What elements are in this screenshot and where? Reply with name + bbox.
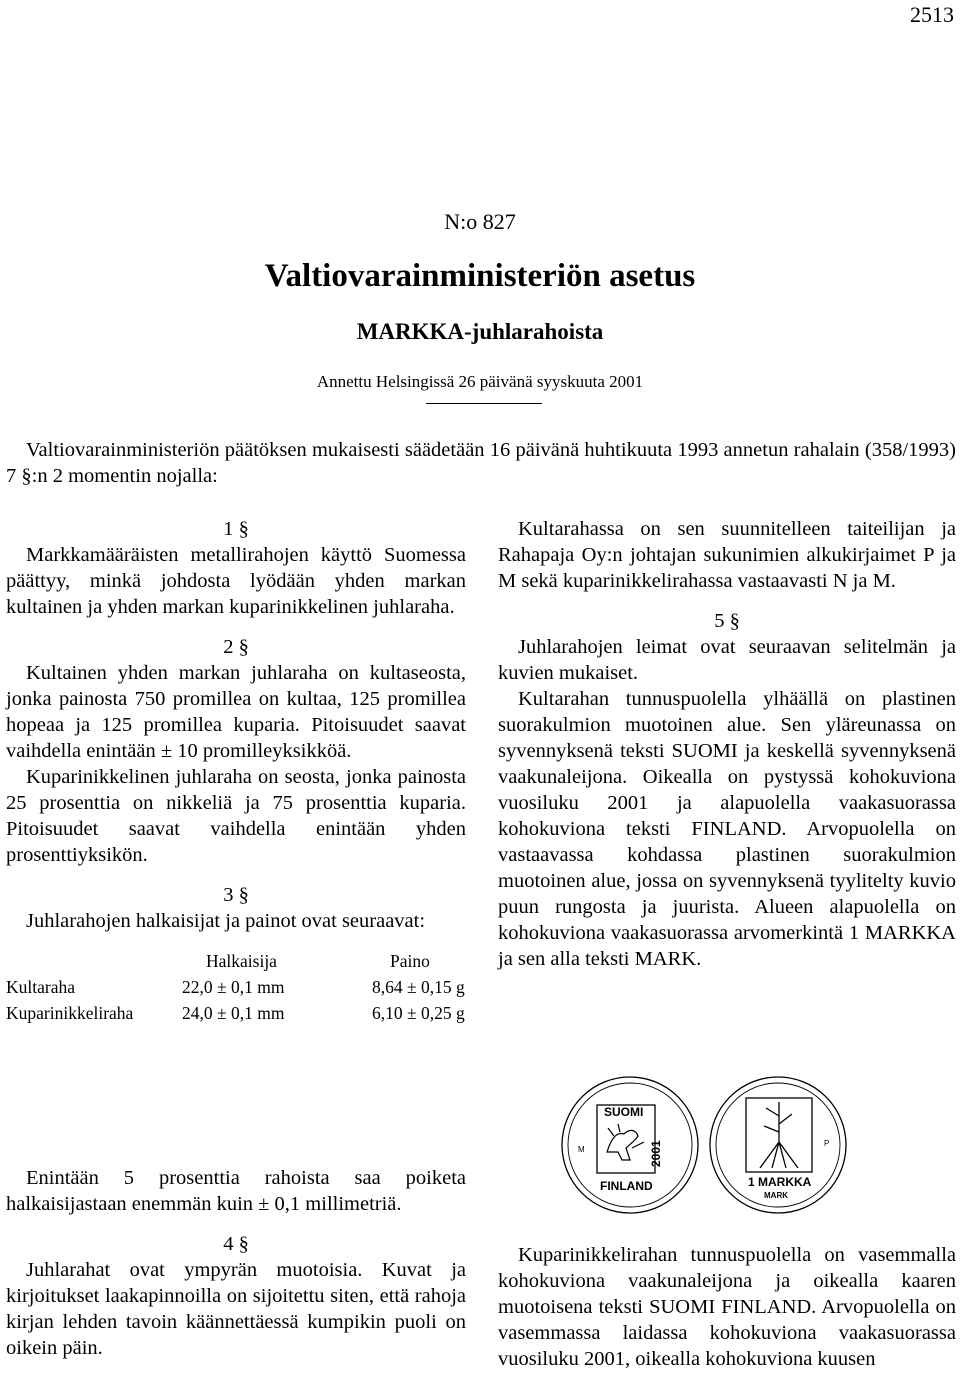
section-1-paragraph: Markkamääräisten metallirahojen käyttö Suomessa päättyy, minkä johdosta lyödään yhden markan kultainen ja yhden markan kuparinikkelinen juhlaraha.: [6, 544, 466, 618]
left-column: [6, 516, 466, 1026]
table-row: [6, 974, 465, 1000]
section-5-paragraph-3: Kuparinikkelirahan tunnuspuolella on vasemmalla kohokuviona vaakunaleijona ja oikealla kaaren muotoisena teksti SUOMI FINLAND. Arvopuolella on vasemmassa laidassa kohokuviona vaakasuorassa vuosiluku 2001, oikealla kohokuviona kuusen: [498, 1244, 956, 1370]
preamble: Valtiovarainministeriön päätöksen mukaisesti säädetään 16 päivänä huhtikuuta 1993 annetun rahalain (358/1993) 7 §:n 2 momentin nojalla:: [6, 439, 956, 487]
coin-illustrations: [560, 1072, 860, 1222]
section-4-paragraph: Juhlarahat ovat ympyrän muotoisia. Kuvat ja kirjoitukset laakapinnoilla on sijoitettu siten, että rahoja kirjan lehden tavoin käännettäessä kumpikin puoli on oikein päin.: [6, 1259, 466, 1359]
table-header-cell: Halkaisija: [206, 951, 277, 971]
obverse-mint-mark: M: [578, 1145, 585, 1154]
table-cell: 8,64 ± 0,15 g: [372, 977, 465, 997]
table-row: [6, 1000, 465, 1026]
table-cell: 24,0 ± 0,1 mm: [182, 1003, 285, 1023]
section-4-continued: Kultarahassa on sen suunnitelleen taiteilijan ja Rahapaja Oy:n johtajan sukunimien alkukirjaimet P ja M sekä kuparinikkelirahassa vastaavasti N ja M.: [498, 518, 956, 592]
section-heading-2: 2 §: [223, 636, 249, 658]
left-column-bottom: [6, 1165, 466, 1361]
reverse-value-text: 1 MARKKA: [748, 1175, 812, 1189]
table-header-row: [6, 948, 465, 974]
table-header-cell: Paino: [390, 951, 430, 971]
section-3-after: Enintään 5 prosenttia rahoista saa poiketa halkaisijastaan enemmän kuin ± 0,1 millimetriä.: [6, 1167, 466, 1215]
dimensions-table: [6, 948, 465, 1026]
right-column-bottom: [498, 1242, 956, 1372]
reverse-unit-text: MARK: [764, 1191, 788, 1200]
reverse-mint-mark: P: [824, 1139, 830, 1148]
right-column: [498, 516, 956, 972]
document-subtitle: MARKKA-juhlarahoista: [356, 319, 604, 344]
coin-obverse: [562, 1077, 698, 1213]
issued-line: Annettu Helsingissä 26 päivänä syyskuuta 2001: [316, 372, 644, 391]
document-number: N:o 827: [444, 209, 516, 234]
section-5-paragraph-1: Juhlarahojen leimat ovat seuraavan selitelmän ja kuvien mukaiset.: [498, 636, 956, 684]
section-heading-5: 5 §: [714, 610, 740, 632]
section-5-paragraph-2: Kultarahan tunnuspuolella ylhäällä on plastinen suorakulmion muotoinen alue. Sen yläreunassa on syvennyksenä teksti SUOMI ja keskellä syvennyksenä vaakunaleijona. Oikealla on pystyssä kohokuviona vuosiluku 2001 ja alapuolella vaakasuorassa kohokuviona teksti FINLAND. Arvopuolella on vastaavassa kohdassa plastinen suorakulmion muotoinen alue, jossa on syvennyksenä tyylitelty kuvio puun rungosta ja juurista. Alueen alapuolella on kohokuviona vaakasuorassa arvomerkintä 1 MARKKA ja sen alla teksti MARK.: [498, 688, 956, 970]
section-heading-1: 1 §: [223, 518, 249, 540]
section-3-intro: Juhlarahojen halkaisijat ja painot ovat seuraavat:: [26, 910, 426, 932]
table-cell: Kuparinikkeliraha: [6, 1003, 134, 1023]
title-divider: [426, 403, 542, 404]
section-heading-3: 3 §: [223, 884, 249, 906]
document-title: Valtiovarainministeriön asetus: [264, 258, 696, 294]
section-heading-4: 4 §: [223, 1233, 249, 1255]
table-cell: 6,10 ± 0,25 g: [372, 1003, 465, 1023]
obverse-year: 2001: [649, 1140, 663, 1167]
coin-reverse: [710, 1077, 846, 1213]
obverse-top-text: SUOMI: [604, 1105, 644, 1119]
table-cell: Kultaraha: [6, 977, 75, 997]
table-cell: 22,0 ± 0,1 mm: [182, 977, 285, 997]
table-header-cell: [6, 948, 182, 974]
obverse-bottom-text: FINLAND: [600, 1179, 653, 1193]
page-number: 2513: [910, 2, 954, 27]
section-2-paragraph-1: Kultainen yhden markan juhlaraha on kultaseosta, jonka painosta 750 promillea on kultaa, 125 promillea hopeaa ja 125 promillea kuparia. Pitoisuudet saavat vaihdella enintään ± 10 promilleyksikköä.: [6, 662, 466, 762]
section-2-paragraph-2: Kuparinikkelinen juhlaraha on seosta, jonka painosta 25 prosenttia on nikkeliä ja 75 prosenttia kuparia. Pitoisuudet saavat vaihdella enintään yhden prosenttiyksikön.: [6, 766, 466, 866]
